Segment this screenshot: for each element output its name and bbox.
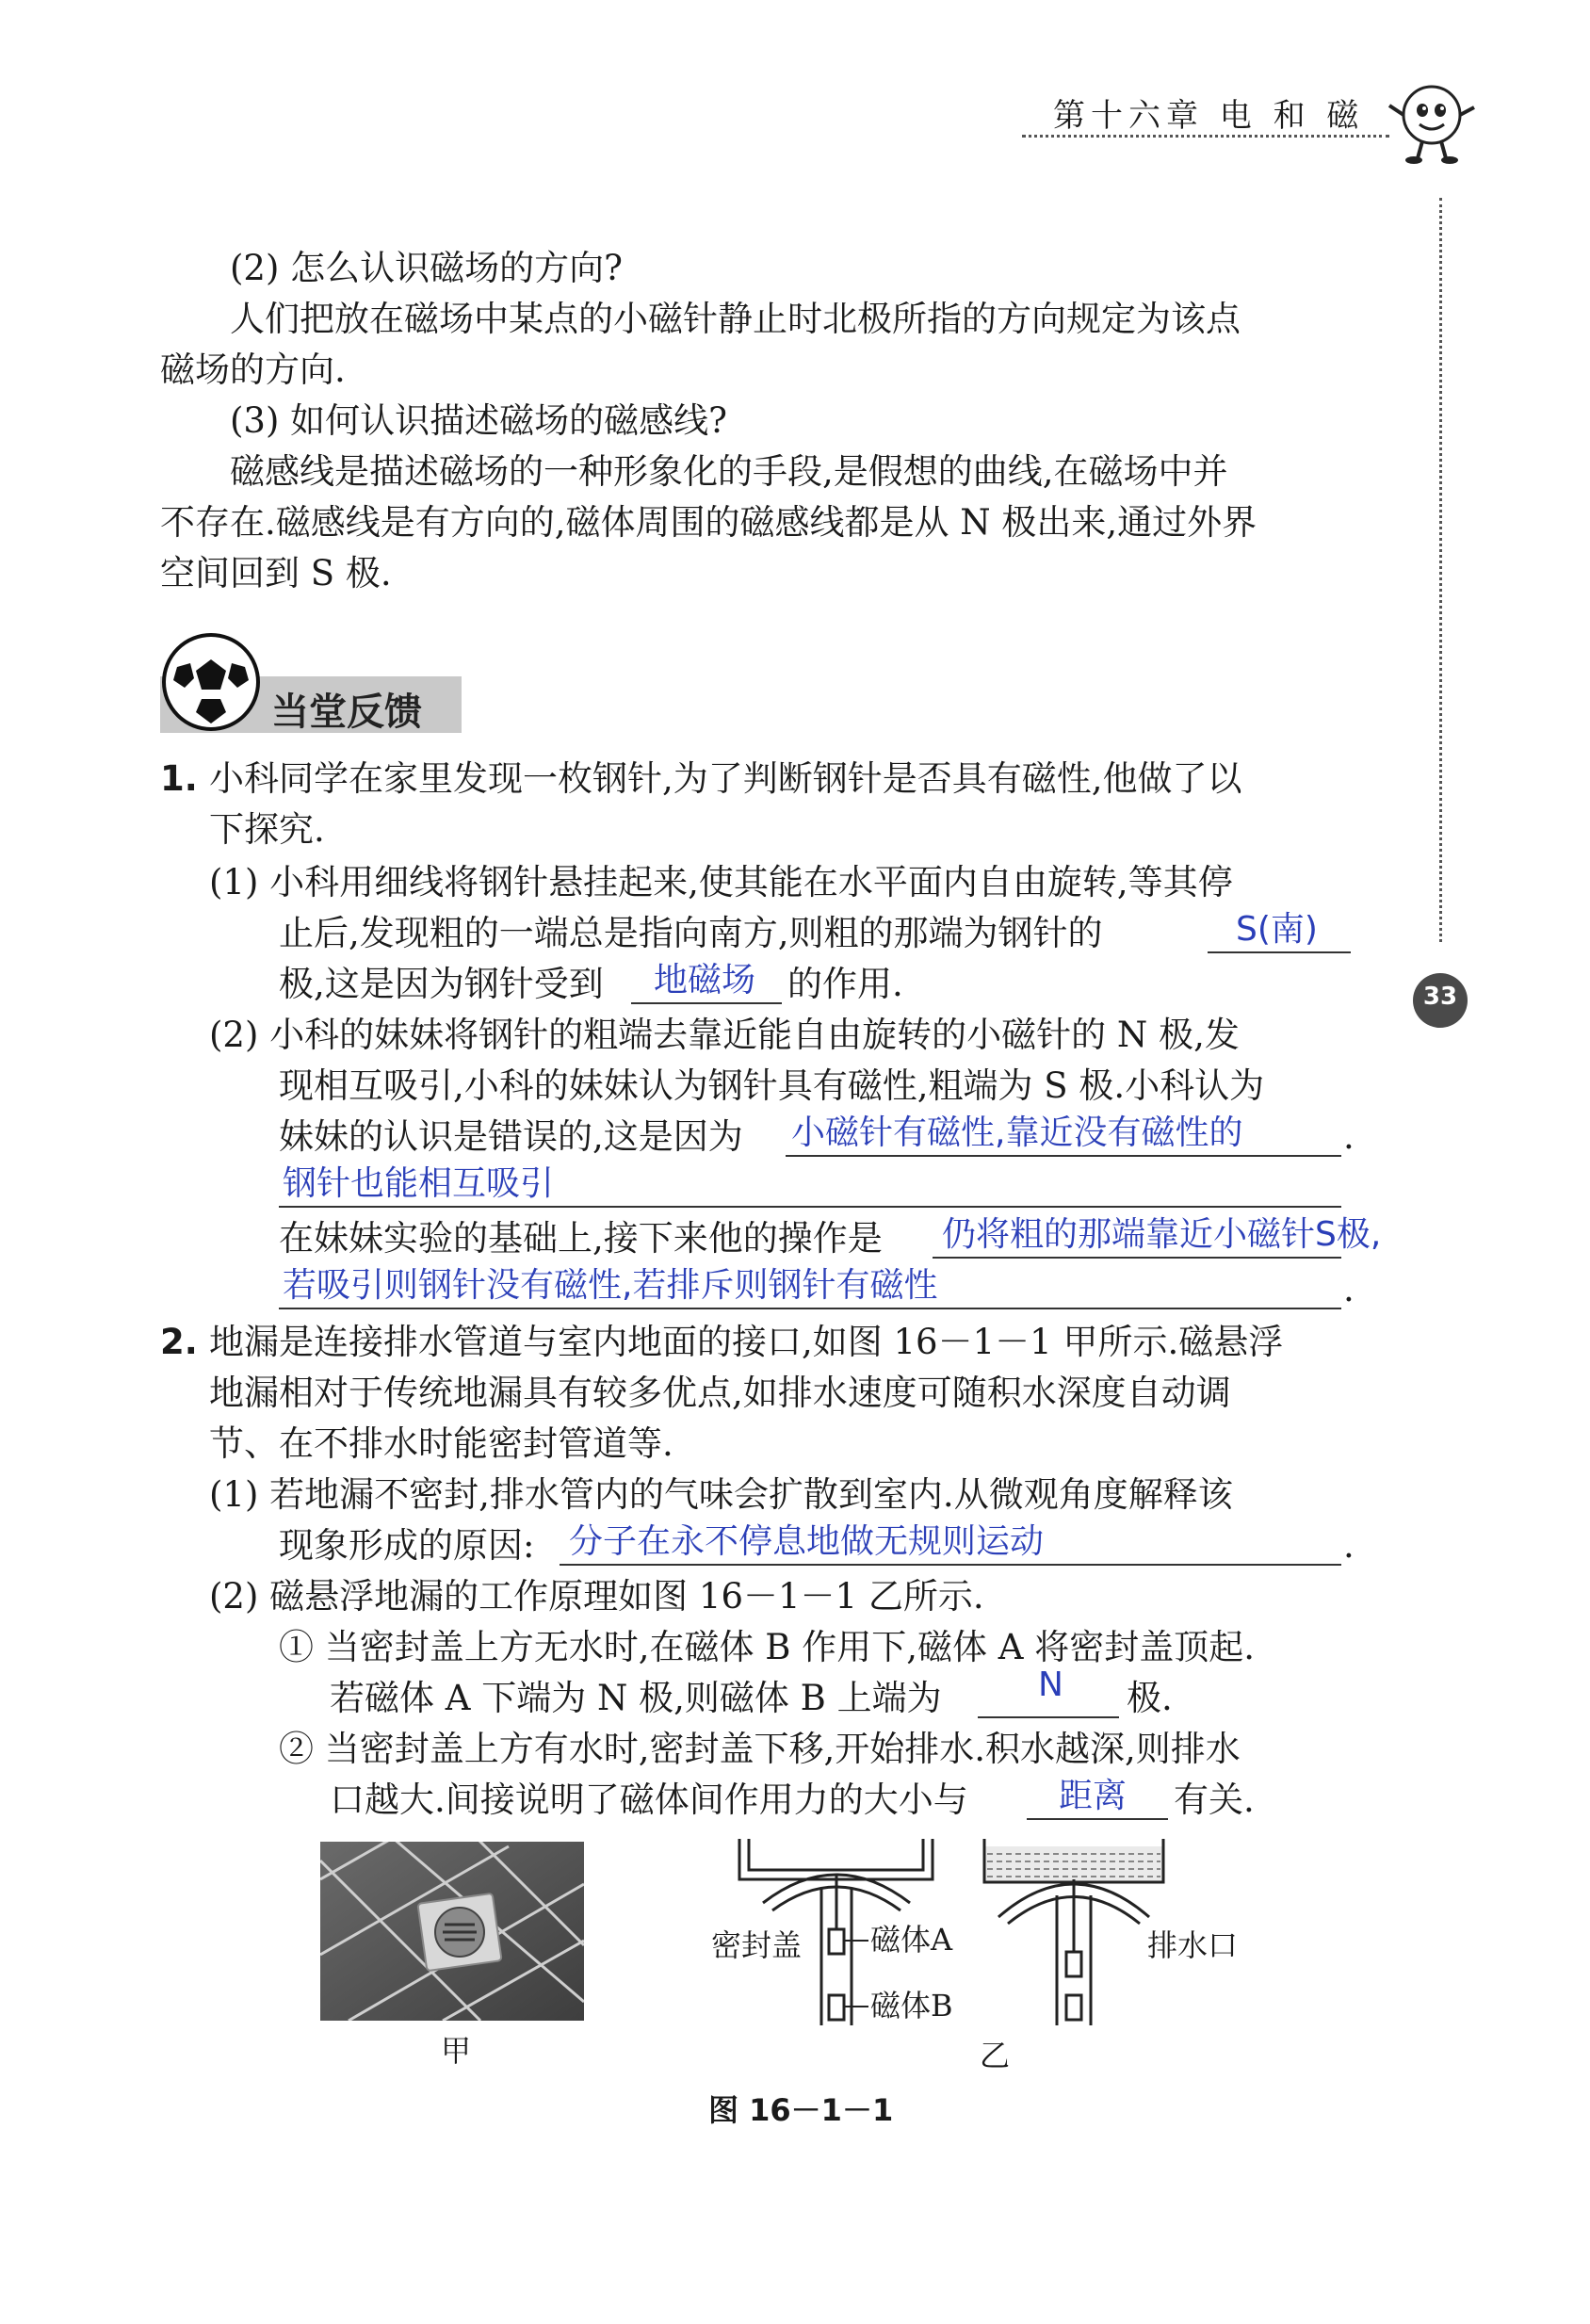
intro-q2-answer-line1: 人们把放在磁场中某点的小磁针静止时北极所指的方向规定为该点 <box>230 299 1241 339</box>
q1-part2-blank2a[interactable] <box>933 1257 1341 1259</box>
margin-divider <box>1439 198 1442 942</box>
intro-q3-answer-line3: 空间回到 S 极. <box>160 553 392 593</box>
q2-stem-line2: 地漏相对于传统地漏具有较多优点,如排水速度可随积水深度自动调 <box>209 1373 1231 1413</box>
label-magnet-b: 磁体B <box>870 1988 953 2023</box>
q1-part1-line1: (1) 小科用细线将钢针悬挂起来,使其能在水平面内自由旋转,等其停 <box>209 862 1233 902</box>
q1-part2-line3: 妹妹的认识是错误的,这是因为 <box>279 1116 743 1157</box>
chapter-title: 第十六章 电 和 磁 <box>1053 97 1365 135</box>
drain-diagram-water <box>980 1837 1168 2030</box>
q2-stem-line3: 节、在不排水时能密封管道等. <box>209 1423 673 1464</box>
figure-caption: 图 16－1－1 <box>708 2092 894 2128</box>
figure-label-yi: 乙 <box>980 2038 1011 2073</box>
q1-part1-blank1[interactable] <box>1208 951 1351 953</box>
page-number: 33 <box>1422 983 1458 1011</box>
q1-part2-line5: 在妹妹实验的基础上,接下来他的操作是 <box>279 1218 883 1259</box>
q2-sub2-line2b: 有关. <box>1174 1780 1255 1820</box>
intro-q2-answer-line2: 磁场的方向. <box>160 349 346 390</box>
q2-part1-line1: (1) 若地漏不密封,排水管内的气味会扩散到室内.从微观角度解释该 <box>209 1474 1233 1515</box>
q2-part2-line1: (2) 磁悬浮地漏的工作原理如图 16－1－1 乙所示. <box>209 1576 984 1617</box>
q2-sub2-line1: ② 当密封盖上方有水时,密封盖下移,开始排水.积水越深,则排水 <box>279 1729 1241 1769</box>
q1-part2-line2: 现相互吸引,小科的妹妹认为钢针具有磁性,粗端为 S 极.小科认为 <box>279 1065 1265 1106</box>
intro-q2-title: (2) 怎么认识磁场的方向? <box>230 248 624 288</box>
q1-part1-answer2: 地磁场 <box>654 961 756 999</box>
mascot-icon <box>1380 66 1484 170</box>
q2-sub1-line1: ① 当密封盖上方无水时,在磁体 B 作用下,磁体 A 将密封盖顶起. <box>279 1627 1255 1667</box>
q1-part1-line3a: 极,这是因为钢针受到 <box>279 964 604 1004</box>
figure-label-jia: 甲 <box>441 2033 472 2069</box>
q1-stem-line2: 下探究. <box>209 809 325 850</box>
soccer-ball-icon <box>158 629 264 735</box>
q2-sub2-answer: 距离 <box>1059 1777 1128 1815</box>
q1-part1-line3b: 的作用. <box>787 964 903 1004</box>
q1-part2-period1: . <box>1343 1116 1355 1157</box>
q2-part1-answer: 分子在永不停息地做无规则运动 <box>569 1522 1045 1561</box>
q2-sub2-line2a: 口越大.间接说明了磁体间作用力的大小与 <box>330 1780 968 1820</box>
q1-part2-period2: . <box>1343 1269 1355 1309</box>
q1-part2-answer2b: 若吸引则钢针没有磁性,若排斥则钢针有磁性 <box>283 1266 938 1305</box>
q1-part2-blank2b[interactable] <box>279 1308 1341 1309</box>
q2-sub2-blank[interactable] <box>1027 1818 1168 1820</box>
intro-q3-answer-line1: 磁感线是描述磁场的一种形象化的手段,是假想的曲线,在磁场中并 <box>230 451 1228 492</box>
section-title: 当堂反馈 <box>271 691 422 734</box>
label-magnet-a: 磁体A <box>870 1922 953 1958</box>
intro-q3-title: (3) 如何认识描述磁场的磁感线? <box>230 400 728 441</box>
q1-stem-line1: 小科同学在家里发现一枚钢针,为了判断钢针是否具有磁性,他做了以 <box>209 758 1242 799</box>
q1-number: 1. <box>160 758 198 799</box>
q1-part2-answer2a: 仍将粗的那端靠近小磁针S极, <box>942 1215 1382 1254</box>
q2-sub1-line2b: 极. <box>1127 1678 1173 1718</box>
q1-part2-blank1a[interactable] <box>786 1155 1341 1157</box>
q2-number: 2. <box>160 1322 198 1362</box>
q1-part2-answer1a: 小磁针有磁性,靠近没有磁性的 <box>791 1113 1243 1152</box>
q1-part2-answer1b: 钢针也能相互吸引 <box>283 1164 555 1203</box>
q2-part1-line2: 现象形成的原因: <box>279 1525 535 1566</box>
q2-sub1-line2a: 若磁体 A 下端为 N 极,则磁体 B 上端为 <box>330 1678 942 1718</box>
q1-part1-line2: 止后,发现粗的一端总是指向南方,则粗的那端为钢针的 <box>279 913 1103 953</box>
q1-part1-blank2[interactable] <box>631 1002 782 1004</box>
q2-stem-line1: 地漏是连接排水管道与室内地面的接口,如图 16－1－1 甲所示.磁悬浮 <box>209 1322 1284 1362</box>
q1-part1-answer1: S(南) <box>1236 910 1318 949</box>
q2-part1-period: . <box>1343 1525 1355 1566</box>
floor-drain-photo <box>320 1842 584 2021</box>
q2-sub1-answer: N <box>1038 1666 1063 1704</box>
intro-q3-answer-line2: 不存在.磁感线是有方向的,磁体周围的磁感线都是从 N 极出来,通过外界 <box>160 502 1257 543</box>
header-divider <box>1022 135 1389 138</box>
q2-part1-blank[interactable] <box>560 1564 1341 1566</box>
label-drain-outlet: 排水口 <box>1147 1927 1239 1963</box>
q2-sub1-blank[interactable] <box>978 1716 1119 1718</box>
q1-part2-line1: (2) 小科的妹妹将钢针的粗端去靠近能自由旋转的小磁针的 N 极,发 <box>209 1015 1240 1055</box>
label-seal-cover: 密封盖 <box>711 1927 803 1963</box>
